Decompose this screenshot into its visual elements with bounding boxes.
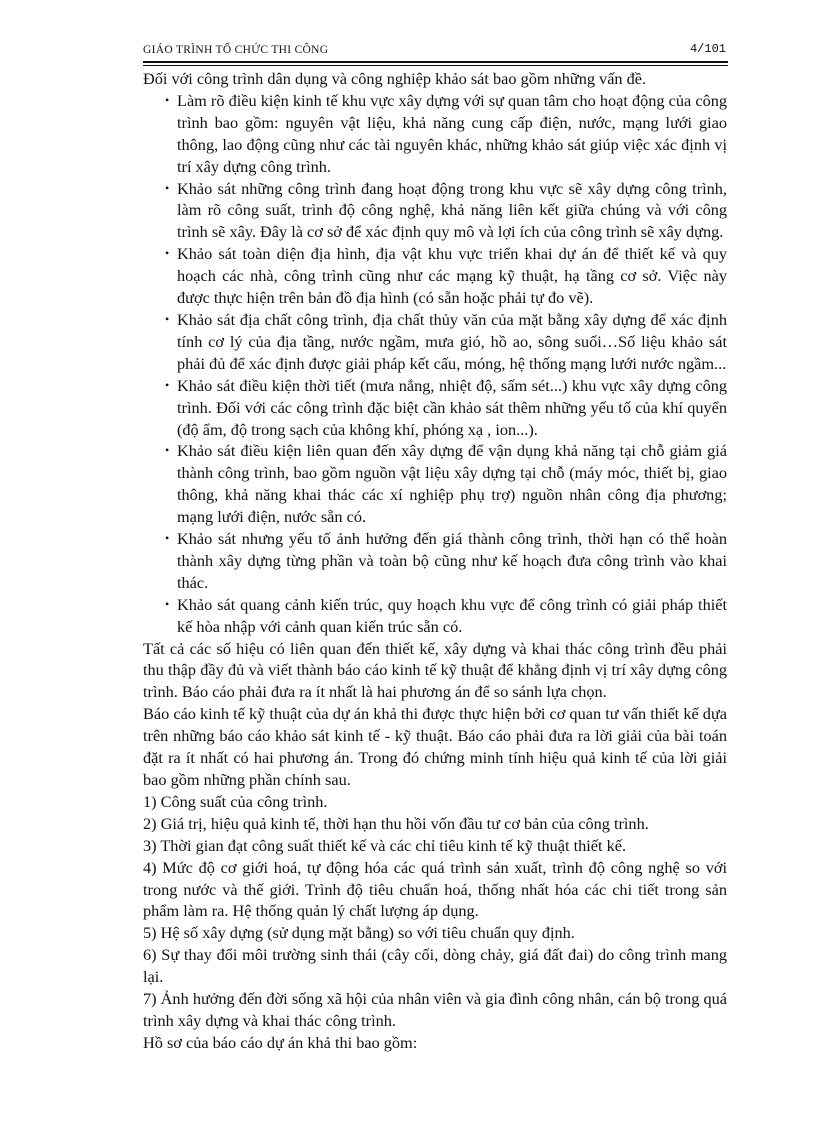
bullet-item [143,309,727,375]
bullet-text: Khảo sát toàn diện địa hình, địa vật khu vực triển khai dự án để thiết kế và quy hoạch các nhà, công trình cũng như các mạng kỹ thuật, hạ tầng cơ sở. Việc này được thực hiện trên bản đồ địa hình (có sẵn hoặc phải tự đo vẽ). [177,244,727,308]
bullet-item [143,440,727,528]
numbered-item: 1) Công suất của công trình. [143,791,328,811]
bullet-item [143,375,727,441]
bullet-text: Khảo sát những công trình đang hoạt động trong khu vực sẽ xây dựng công trình, làm rõ công suất, trình độ công nghệ, khả năng liên kết giữa chúng và với công trình sẽ xây. Đây là cơ sở để xác định quy mô và lợi ích của công trình sẽ xây dựng. [177,178,727,242]
body-text [143,68,727,1054]
bullet-text: Khảo sát địa chất công trình, địa chất thủy văn của mặt bằng xây dựng để xác định tính cơ lý của địa tầng, nước ngầm, mưa gió, hồ ao, sông suối…Số liệu khảo sát phải đủ để xác định được giải pháp kết cấu, móng, hệ thống mạng lưới nước ngầm... [177,309,727,373]
numbered-item: 7) Ảnh hưởng đến đời sống xã hội của nhân viên và gia đình công nhân, cán bộ trong quá trình xây dựng và khai thác công trình. [143,989,727,1030]
bullet-icon: • [165,92,170,107]
report-paragraph: Báo cáo kinh tế kỹ thuật của dự án khả thi được thực hiện bởi cơ quan tư vấn thiết kế dựa trên những báo cáo khảo sát kinh tế - kỹ thuật. Báo cáo phải đưa ra lời giải của bài toán đặt ra ít nhất có hai phương án. Trong đó chứng minh tính hiệu quả kinh tế của lời giải bao gồm những phần chính sau. [143,704,727,789]
header-rule-thin [143,65,728,66]
bullet-icon: • [165,180,170,195]
bullet-icon: • [165,246,170,261]
survey-bullet-list [143,90,727,638]
numbered-item: 3) Thời gian đạt công suất thiết kế và các chỉ tiêu kinh tế kỹ thuật thiết kế. [143,835,627,855]
numbered-item: 6) Sự thay đổi môi trường sinh thái (cây cối, dòng chảy, giá đất đai) do công trình mang lại. [143,945,727,987]
page-number: 4/101 [689,42,726,56]
bullet-text: Làm rõ điều kiện kinh tế khu vực xây dựng với sự quan tâm cho hoạt động của công trình bao gồm: nguyên vật liệu, khả năng cung cấp điện, nước, mạng lưới giao thông, lao động cũng như các tài nguyên khác, những khảo sát giúp việc xác định vị trí xây dựng công trình. [177,90,727,176]
page-header [143,40,726,62]
bullet-icon: • [165,311,170,326]
bullet-item [143,90,727,178]
bullet-text: Khảo sát nhưng yếu tố ảnh hưởng đến giá thành công trình, thời hạn có thể hoàn thành xây dựng từng phần và toàn bộ cũng như kế hoạch đưa công trình vào khai thác. [177,529,727,592]
intro-paragraph: Đối với công trình dân dụng và công nghiệp khảo sát bao gồm những vấn đề. [143,69,647,88]
bullet-icon: • [165,596,170,611]
bullet-text: Khảo sát điều kiện liên quan đến xây dựng để vận dụng khả năng tại chỗ giảm giá thành công trình, bao gồm nguồn vật liệu xây dựng tại chỗ (máy móc, thiết bị, giao thông, khả năng khai thác các xí nghiệp phụ trợ) nguồn nhân công địa phương; mạng lưới điện, nước sẵn có. [177,441,727,527]
bullet-item [143,528,727,594]
bullet-item [143,178,727,244]
bullet-text: Khảo sát điều kiện thời tiết (mưa nắng, nhiệt độ, sấm sét...) khu vực xây dựng công trình. Đối với các công trình đặc biệt cần khảo sát thêm những yếu tố của khí quyển (độ ẩm, độ trong sạch của không khí, phóng xạ , ion...). [177,375,727,439]
bullet-icon: • [165,377,170,392]
summary-paragraph: Tất cả các số hiệu có liên quan đến thiết kế, xây dựng và khai thác công trình đều phải thu thập đầy đủ và viết thành báo cáo kinh tế kỹ thuật để khẳng định vị trí xây dựng công trình. Báo cáo phải đưa ra ít nhất là hai phương án để so sánh lựa chọn. [143,638,727,702]
numbered-list [143,791,727,1032]
bullet-item [143,594,727,638]
header-title: GIÁO TRÌNH TỔ CHỨC THI CÔNG [143,44,329,56]
header-rule-thick [143,61,728,63]
bullet-item [143,243,727,309]
bullet-text: Khảo sát quang cảnh kiến trúc, quy hoạch khu vực để công trình có giải pháp thiết kế hòa nhập với cảnh quan kiến trúc sẵn có. [177,594,727,636]
closing-line: Hồ sơ của báo cáo dự án khả thi bao gồm: [143,1032,418,1052]
numbered-item: 5) Hệ số xây dựng (sử dụng mặt bằng) so với tiêu chuẩn quy định. [143,923,575,943]
bullet-icon: • [165,443,170,458]
numbered-item: 4) Mức độ cơ giới hoá, tự động hóa các quá trình sản xuất, trình độ công nghệ so với trong nước và thế giới. Trình độ tiêu chuẩn hoá, thống nhất hóa các chi tiết trong sản phẩm làm ra. Hệ thống quản lý chất lượng áp dụng. [143,857,727,921]
numbered-item: 2) Giá trị, hiệu quả kinh tế, thời hạn thu hồi vốn đầu tư cơ bản của công trình. [143,813,649,833]
bullet-icon: • [165,531,170,546]
